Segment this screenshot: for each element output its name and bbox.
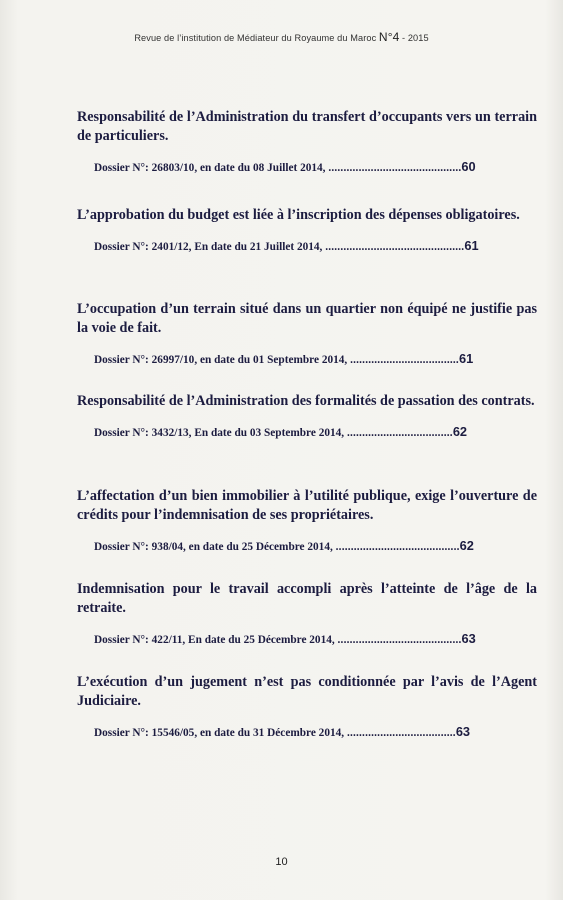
page-reference: 61 [464, 238, 479, 253]
page-reference: 62 [459, 538, 474, 553]
dossier-line [77, 631, 537, 648]
page-reference: 60 [461, 159, 476, 174]
leader-dots: ......................................... [337, 634, 462, 646]
toc-entry [77, 206, 537, 255]
dossier-line [77, 238, 537, 255]
issue-number: N°4 [378, 30, 400, 44]
toc-entry [77, 392, 537, 441]
header-text: Revue de l’institution de Médiateur du Royaume du Maroc [134, 33, 379, 43]
page-reference: 61 [458, 351, 474, 366]
entry-title: L’approbation du budget est liée à l’inscription des dépenses obligatoires. [77, 207, 520, 223]
leader-dots: ................................... [346, 427, 453, 439]
leader-dots: .................................... [350, 354, 459, 366]
dossier-reference: Dossier N°: 938/04, en date du 25 Décembre 2014, [94, 541, 336, 553]
page-reference: 62 [452, 424, 468, 439]
dossier-reference: Dossier N°: 422/11, En date du 25 Décembre 2014, [94, 634, 338, 646]
dossier-reference: Dossier N°: 26997/10, en date du 01 Septembre 2014, [94, 354, 351, 366]
toc-entry [77, 673, 537, 741]
toc-entry [77, 300, 537, 368]
entry-title: L’affectation d’un bien immobilier à l’utilité publique, exige l’ouverture de crédits pour l’indemnisation de ses propriétaires. [77, 488, 537, 523]
page-reference: 63 [455, 724, 471, 739]
toc-entry [77, 487, 537, 555]
header-year: - 2015 [399, 33, 429, 43]
entry-title: L’occupation d’un terrain situé dans un quartier non équipé ne justifie pas la voie de fait. [77, 301, 537, 336]
toc-entry [77, 580, 537, 648]
entry-title: L’exécution d’un jugement n’est pas conditionnée par l’avis de l’Agent Judiciaire. [77, 674, 537, 709]
leader-dots: ............................................ [328, 162, 462, 174]
entry-title: Indemnisation pour le travail accompli après l’atteinte de l’âge de la retraite. [77, 581, 537, 616]
dossier-line [77, 724, 537, 741]
dossier-line [77, 351, 537, 368]
page-number: 10 [275, 856, 288, 868]
dossier-line [77, 159, 537, 176]
page-reference: 63 [461, 631, 476, 646]
leader-dots: .............................................. [325, 241, 465, 253]
leader-dots: .................................... [346, 727, 456, 739]
dossier-line [77, 424, 537, 441]
dossier-reference: Dossier N°: 15546/05, en date du 31 Décembre 2014, [94, 727, 347, 739]
entry-title: Responsabilité de l’Administration du transfert d’occupants vers un terrain de particuliers. [77, 109, 537, 144]
dossier-reference: Dossier N°: 26803/10, en date du 08 Juillet 2014, [94, 162, 329, 174]
dossier-reference: Dossier N°: 3432/13, En date du 03 Septembre 2014, [94, 427, 347, 439]
leader-dots: ......................................... [335, 541, 460, 553]
entry-title: Responsabilité de l’Administration des formalités de passation des contrats. [77, 393, 535, 409]
dossier-line [77, 538, 537, 555]
dossier-reference: Dossier N°: 2401/12, En date du 21 Juillet 2014, [94, 241, 326, 253]
toc-entry [77, 108, 537, 176]
running-header [0, 30, 563, 44]
